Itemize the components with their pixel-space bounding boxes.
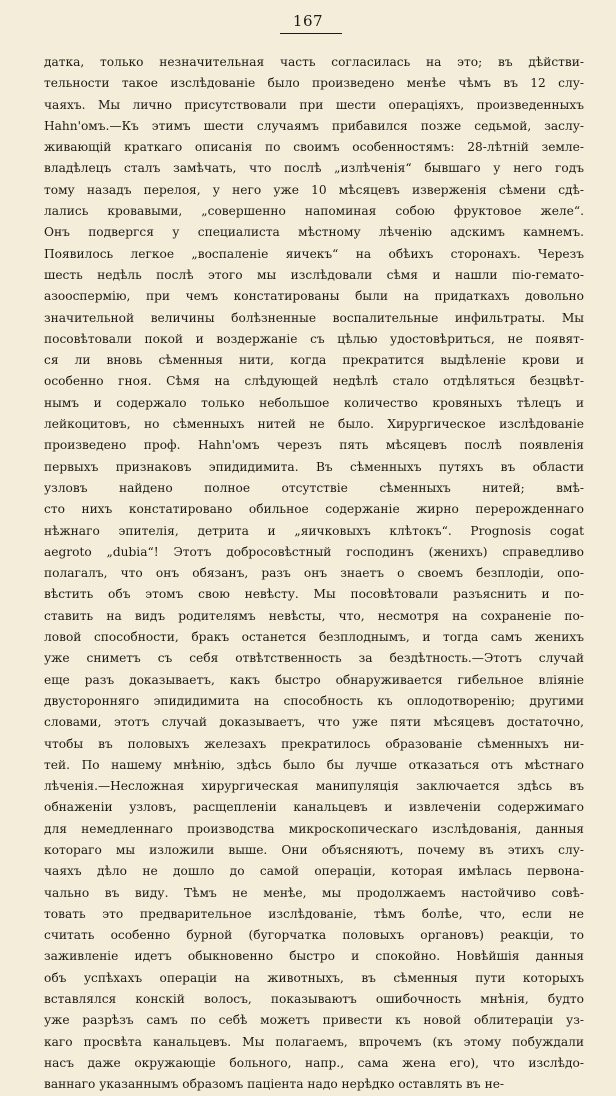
text-line: первыхъ признаковъ эпидидимита. Въ сѣменныхъ путяхъ въ области xyxy=(44,459,584,474)
text-line: насъ даже окружающіе больного, напр., сама жена его), что изслѣдо- xyxy=(44,1055,584,1070)
header-rule xyxy=(280,33,342,34)
text-line: нѣжнаго эпителія, детрита и „яичковыхъ клѣтокъ“. Prognosis cogat xyxy=(44,523,584,538)
text-line: тельности такое изслѣдованіе было произведено менѣе чѣмъ въ 12 слу- xyxy=(44,76,584,91)
text-line: шесть недѣль послѣ этого мы изслѣдовали сѣмя и нашли піо-гемато- xyxy=(44,267,584,282)
text-line: произведено проф. Hahn'омъ черезъ пять мѣсяцевъ послѣ появленія xyxy=(44,438,584,453)
text-line: каго просвѣта канальцевъ. Мы полагаемъ, впрочемъ (къ этому побуждали xyxy=(44,1034,584,1049)
text-line: лались кровавыми, „совершенно напоминая собою фруктовое желе“. xyxy=(44,204,584,219)
text-line: владѣлецъ сталъ замѣчать, что послѣ „излѣченія“ бывшаго у него годъ xyxy=(44,161,584,176)
text-line: чально въ виду. Тѣмъ не менѣе, мы продолжаемъ настойчиво совѣ- xyxy=(44,885,584,900)
text-line: Онъ подвергся у специалиста мѣстному лѣченію адскимъ камнемъ. xyxy=(44,225,584,240)
text-line: словами, этотъ случай доказываетъ, что уже пяти мѣсяцевъ достаточно, xyxy=(44,715,584,730)
text-line: еще разъ доказываетъ, какъ быстро обнаруживается гибельное вліяніе xyxy=(44,672,584,687)
text-line: лейкоцитовъ, но сѣменныхъ нитей не было. Хирургическое изслѣдованіе xyxy=(44,417,584,432)
text-line: азооспермію, при чемъ констатированы были на придаткахъ довольно xyxy=(44,289,584,304)
text-line: тей. По нашему мнѣнію, здѣсь было бы лучше отказаться отъ мѣстнаго xyxy=(44,757,584,772)
text-line: полагалъ, что онъ обязанъ, разъ онъ знаетъ о своемъ безплодіи, опо- xyxy=(44,566,584,581)
text-line: Hahn'омъ.—Къ этимъ шести случаямъ прибавился позже седьмой, заслу- xyxy=(44,118,584,133)
text-line: товать это предварительное изслѣдованіе, тѣмъ болѣе, что, если не xyxy=(44,906,584,921)
text-line: Появилось легкое „воспаленіе яичекъ“ на обѣихъ сторонахъ. Черезъ xyxy=(44,246,584,261)
text-line: двусторонняго эпидидимита на способность къ оплодотворенію; другими xyxy=(44,693,584,708)
text-line: чтобы въ половыхъ железахъ прекратилось образованіе сѣменныхъ ни- xyxy=(44,736,584,751)
text-line: живающій краткаго описанія по своимъ особенностямъ: 28-лѣтній земле- xyxy=(44,140,584,155)
text-line: особенно гноя. Сѣмя на слѣдующей недѣлѣ стало отдѣляться безцвѣт- xyxy=(44,374,584,389)
text-line: узловъ найдено полное отсутствіе сѣменныхъ нитей; вмѣ- xyxy=(44,480,584,495)
text-line: считать особенно бурной (бугорчатка половыхъ органовъ) реакціи, то xyxy=(44,928,584,943)
text-line: сто нихъ констатировано обильное содержаніе жирно перерожденнаго xyxy=(44,502,584,517)
text-line: вѣстить объ этомъ свою невѣсту. Мы посовѣтовали разъяснить и по- xyxy=(44,587,584,602)
text-line: лѣченія.—Несложная хирургическая манипуляція заключается здѣсь въ xyxy=(44,779,584,794)
text-line: чаяхъ дѣло не дошло до самой операціи, которая имѣлась первона- xyxy=(44,864,584,879)
text-line: уже разрѣзъ самъ по себѣ можетъ привести къ новой облитераціи уз- xyxy=(44,1013,584,1028)
text-line: ловой способности, бракъ останется безплоднымъ, и тогда самъ женихъ xyxy=(44,630,584,645)
text-line: aegroto „dubia“! Этотъ добросовѣстный господинъ (женихъ) справедливо xyxy=(44,544,584,559)
text-line: заживленіе идетъ обыкновенно быстро и спокойно. Новѣйшія данныя xyxy=(44,949,584,964)
text-line: датка, только незначительная часть согласилась на это; въ дѣйстви- xyxy=(44,55,584,69)
text-line: уже сниметъ съ себя отвѣтственность за бездѣтность.—Этотъ случай xyxy=(44,651,584,666)
text-line: ваннаго указаннымъ образомъ паціента надо нерѣдко оставлять въ не- xyxy=(44,1077,505,1092)
text-line: значительной величины болѣзненные воспалительные инфильтраты. Мы xyxy=(44,310,584,325)
page-number: 167 xyxy=(292,12,324,30)
body-text xyxy=(44,52,584,1096)
text-line: ставить на видъ родителямъ невѣсты, что, несмотря на сохраненіе по- xyxy=(44,608,584,623)
text-line: обнаженіи узловъ, расщепленіи канальцевъ и извлеченіи содержимаго xyxy=(44,800,584,815)
text-line: чаяхъ. Мы лично присутствовали при шести операціяхъ, произведенныхъ xyxy=(44,97,584,112)
text-line: посовѣтовали покой и воздержаніе съ цѣлью удостовѣриться, не появят- xyxy=(44,331,584,346)
text-line: объ успѣхахъ операціи на животныхъ, въ сѣменныя пути которыхъ xyxy=(44,970,584,985)
text-line: для немедленнаго производства микроскопическаго изслѣдованія, данныя xyxy=(44,821,584,836)
text-line: котораго мы изложили выше. Они объясняютъ, почему въ этихъ слу- xyxy=(44,842,584,857)
text-line: ся ли вновь сѣменныя нити, когда прекратится выдѣленіе крови и xyxy=(44,353,584,368)
text-line: вставлялся конскій волосъ, показываютъ ошибочность мнѣнія, будто xyxy=(44,992,584,1007)
text-line: нымъ и содержало только небольшое количество кровяныхъ тѣлецъ и xyxy=(44,395,584,410)
text-line: тому назадъ перелоя, у него уже 10 мѣсяцевъ изверженія сѣмени сдѣ- xyxy=(44,182,584,197)
